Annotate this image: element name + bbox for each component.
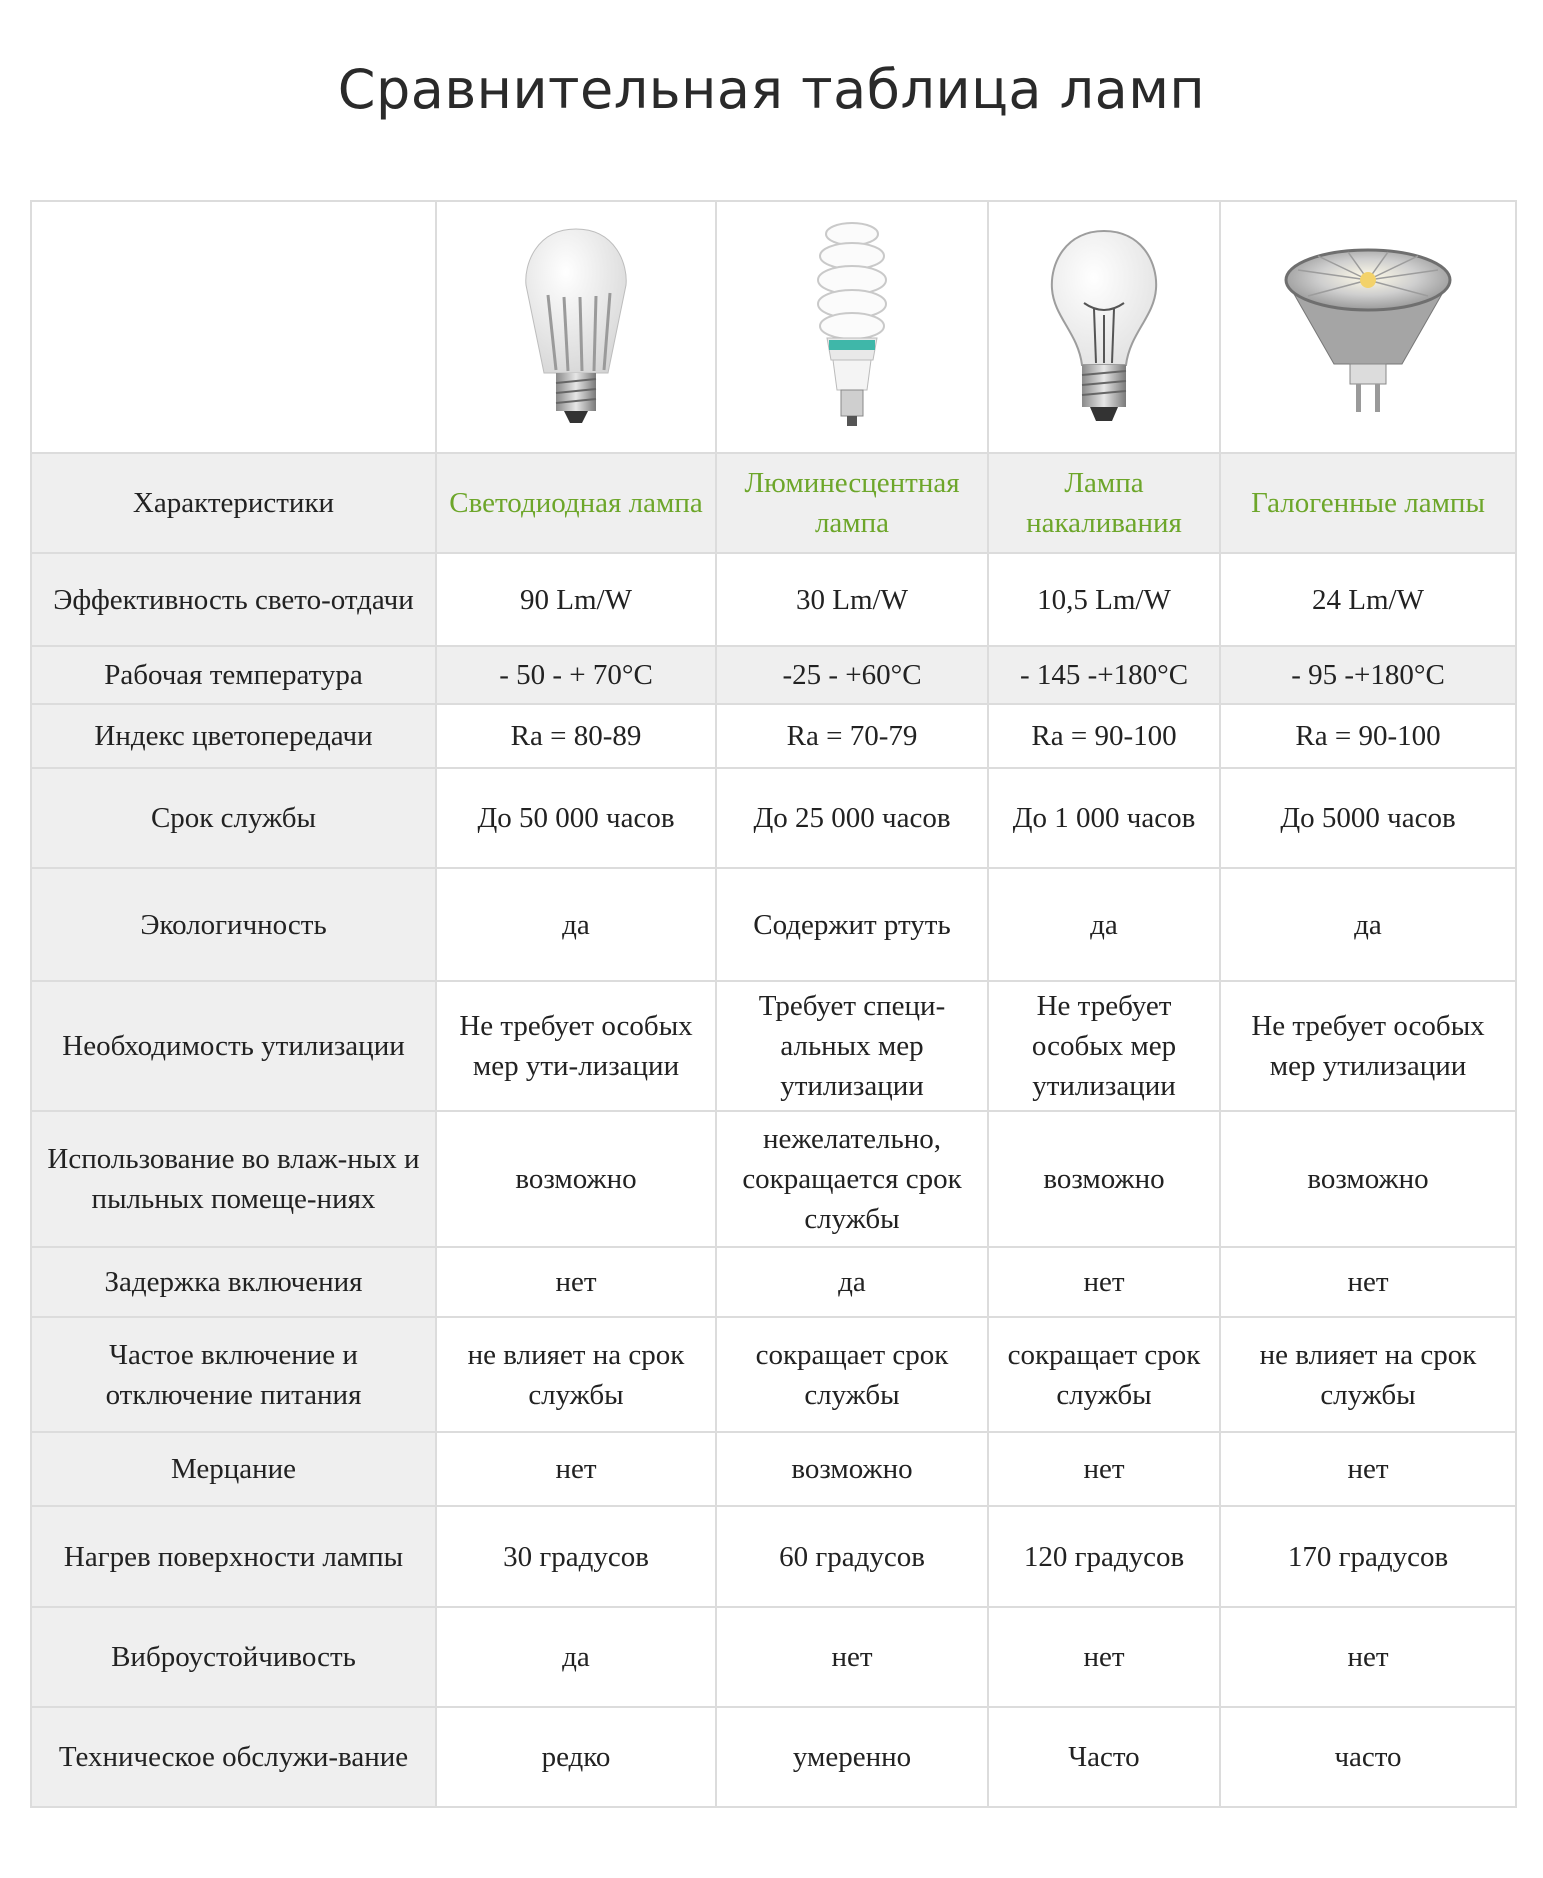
row-label: Задержка включения [31, 1247, 436, 1317]
lamp-name-incandescent: Лампа накаливания [988, 453, 1220, 553]
table-cell: Ra = 90-100 [988, 704, 1220, 768]
table-row [31, 981, 1516, 1111]
comparison-table [30, 200, 1517, 1808]
table-cell: 170 градусов [1220, 1506, 1516, 1607]
row-label: Рабочая температура [31, 646, 436, 704]
table-cell: да [988, 868, 1220, 981]
table-cell: сокращает срок службы [716, 1317, 988, 1432]
table-cell: Часто [988, 1707, 1220, 1807]
table-cell: нет [1220, 1607, 1516, 1707]
table-cell: нет [716, 1607, 988, 1707]
halogen-image-cell [1220, 201, 1516, 453]
table-row [31, 1111, 1516, 1247]
table-cell: 120 градусов [988, 1506, 1220, 1607]
table-row [31, 646, 1516, 704]
table-cell: - 50 - + 70°C [436, 646, 716, 704]
table-row [31, 1506, 1516, 1607]
table-row [31, 1707, 1516, 1807]
table-cell: возможно [436, 1111, 716, 1247]
table-cell: возможно [716, 1432, 988, 1506]
table-cell: 24 Lm/W [1220, 553, 1516, 646]
halogen-reflector-icon [1278, 240, 1458, 415]
table-row [31, 1432, 1516, 1506]
table-cell: возможно [988, 1111, 1220, 1247]
table-cell: сокращает срок службы [988, 1317, 1220, 1432]
header-label: Характеристики [31, 453, 436, 553]
table-cell: возможно [1220, 1111, 1516, 1247]
table-cell: - 95 -+180°C [1220, 646, 1516, 704]
page-title: Сравнительная таблица ламп [337, 58, 1206, 121]
table-cell: да [436, 1607, 716, 1707]
table-cell: Ra = 80-89 [436, 704, 716, 768]
table-cell: часто [1220, 1707, 1516, 1807]
table-row [31, 1607, 1516, 1707]
table-cell: Ra = 70-79 [716, 704, 988, 768]
table-cell: - 145 -+180°C [988, 646, 1220, 704]
row-label: Необходимость утилизации [31, 981, 436, 1111]
table-cell: Ra = 90-100 [1220, 704, 1516, 768]
table-cell: Не требует особых мер утилизации [1220, 981, 1516, 1111]
table-cell: До 5000 часов [1220, 768, 1516, 868]
table-cell: да [716, 1247, 988, 1317]
table-cell: -25 - +60°C [716, 646, 988, 704]
empty-corner-cell [31, 201, 436, 453]
table-cell: Не требует особых мер ути-лизации [436, 981, 716, 1111]
table-cell: 30 Lm/W [716, 553, 988, 646]
row-label: Индекс цветопередачи [31, 704, 436, 768]
table-cell: нет [988, 1607, 1220, 1707]
table-cell: нет [988, 1247, 1220, 1317]
table-cell: Не требует особых мер утилизации [988, 981, 1220, 1111]
table-row [31, 553, 1516, 646]
row-label: Срок службы [31, 768, 436, 868]
table-cell: да [436, 868, 716, 981]
table-row [31, 1247, 1516, 1317]
table-cell: нежелательно, сокращается срок службы [716, 1111, 988, 1247]
led-bulb-image-cell [436, 201, 716, 453]
table-cell: До 25 000 часов [716, 768, 988, 868]
image-row [31, 201, 1516, 453]
lamp-name-cfl: Люминесцентная лампа [716, 453, 988, 553]
cfl-spiral-bulb-icon [807, 220, 897, 435]
table-cell: не влияет на срок службы [436, 1317, 716, 1432]
cfl-image-cell [716, 201, 988, 453]
table-cell: До 50 000 часов [436, 768, 716, 868]
table-cell: нет [1220, 1247, 1516, 1317]
incandescent-image-cell [988, 201, 1220, 453]
row-label: Техническое обслужи-вание [31, 1707, 436, 1807]
row-label: Нагрев поверхности лампы [31, 1506, 436, 1607]
table-row [31, 768, 1516, 868]
table-cell: редко [436, 1707, 716, 1807]
header-row [31, 453, 1516, 553]
row-label: Экологичность [31, 868, 436, 981]
table-cell: не влияет на срок службы [1220, 1317, 1516, 1432]
row-label: Частое включение и отключение питания [31, 1317, 436, 1432]
table-cell: 30 градусов [436, 1506, 716, 1607]
table-cell: нет [1220, 1432, 1516, 1506]
table-row [31, 1317, 1516, 1432]
table-cell: Содержит ртуть [716, 868, 988, 981]
table-cell: нет [436, 1247, 716, 1317]
lamp-name-halogen: Галогенные лампы [1220, 453, 1516, 553]
table-cell: нет [988, 1432, 1220, 1506]
row-label: Виброустойчивость [31, 1607, 436, 1707]
table-cell: До 1 000 часов [988, 768, 1220, 868]
table-cell: Требует специ-альных мер утилизации [716, 981, 988, 1111]
table-cell: нет [436, 1432, 716, 1506]
table-row [31, 868, 1516, 981]
incandescent-bulb-icon [1044, 225, 1164, 430]
table-cell: 60 градусов [716, 1506, 988, 1607]
row-label: Эффективность свето-отдачи [31, 553, 436, 646]
table-cell: да [1220, 868, 1516, 981]
table-row [31, 704, 1516, 768]
row-label: Использование во влаж-ных и пыльных помеще-ниях [31, 1111, 436, 1247]
table-cell: 90 Lm/W [436, 553, 716, 646]
table-cell: умеренно [716, 1707, 988, 1807]
table-cell: 10,5 Lm/W [988, 553, 1220, 646]
led-bulb-icon [516, 225, 636, 430]
lamp-name-led: Светодиодная лампа [436, 453, 716, 553]
row-label: Мерцание [31, 1432, 436, 1506]
